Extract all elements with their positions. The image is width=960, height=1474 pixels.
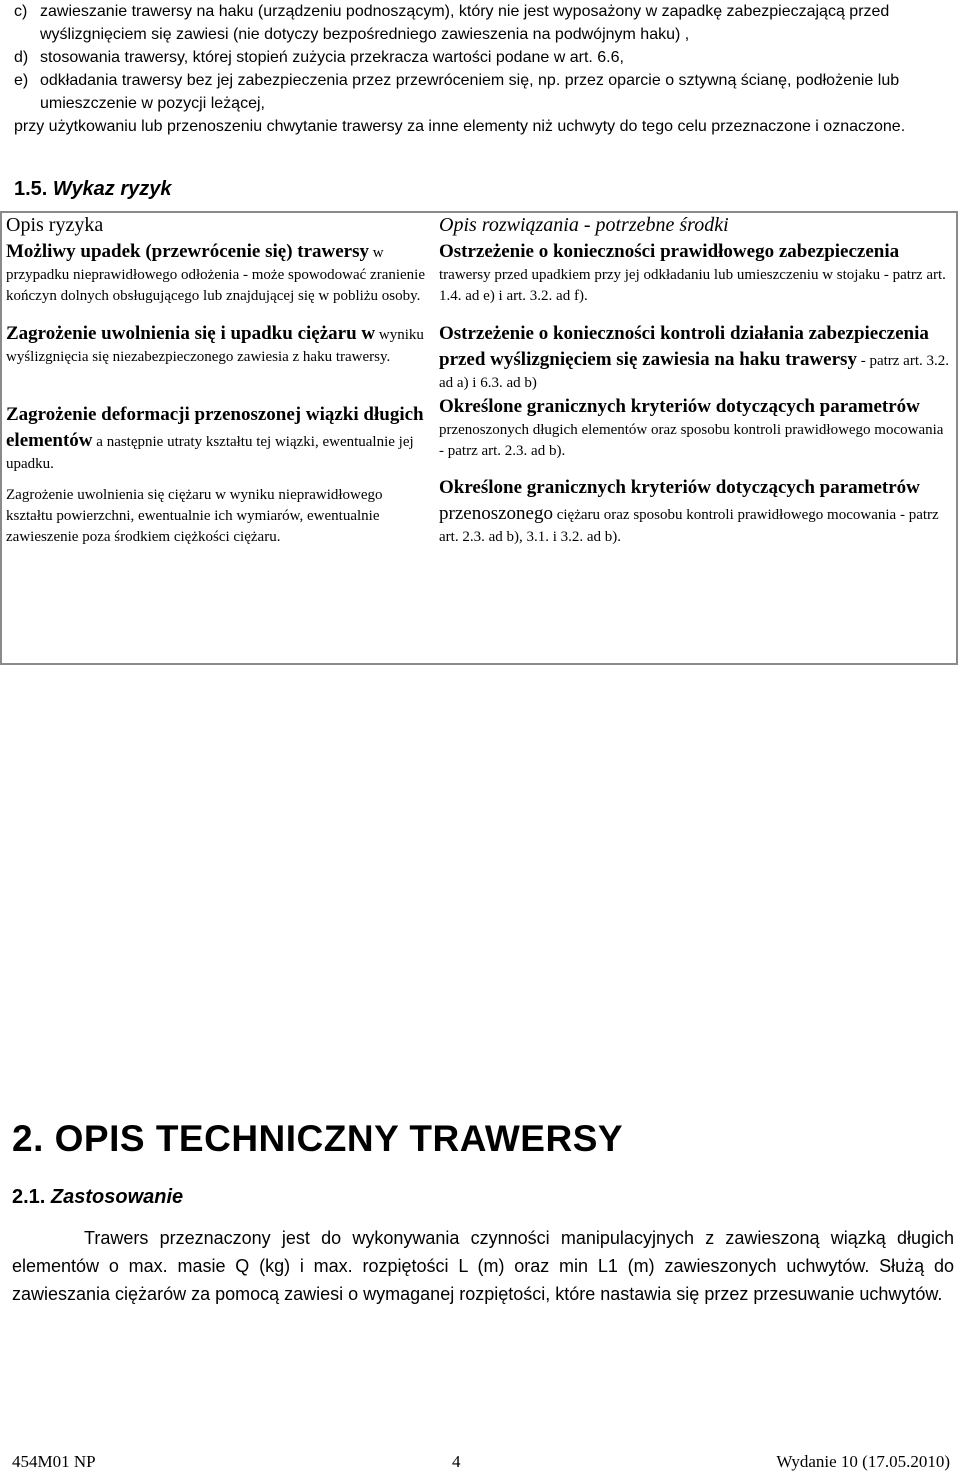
solution-bold: Ostrzeżenie o konieczności prawidłowego zabezpieczenia xyxy=(439,241,900,262)
solution-text: - patrz art. 3.2. ad a) i 6.3. ad b) xyxy=(439,353,949,391)
table-row xyxy=(0,321,958,394)
list-text: przy użytkowaniu lub przenoszeniu chwytanie trawersy za inne elementy niż uchwyty do tego celu przeznaczone i oznaczone. xyxy=(14,118,906,135)
solution-text: przenoszonych długich elementów oraz sposobu kontroli prawidłowego mocowania - patrz art. 2.3. ad b). xyxy=(439,422,944,459)
table-row xyxy=(0,475,958,548)
risk-bold: Możliwy upadek (przewrócenie się) trawersy xyxy=(6,241,370,262)
list-marker: e) xyxy=(14,72,29,89)
risk-text: wyniku wyślizgnięcia się niezabezpieczonego zawiesia z haku trawersy. xyxy=(6,327,424,365)
risk-bold: Zagrożenie uwolnienia się i upadku ciężaru w xyxy=(6,323,376,344)
list-text: stosowania trawersy, której stopień zużycia przekracza wartości podane w art. 6.6, xyxy=(40,49,624,66)
prohibitions-list xyxy=(14,0,954,138)
section-2-1-number: 2.1. xyxy=(12,1186,46,1208)
risk-section-heading xyxy=(14,178,172,201)
risk-cell xyxy=(0,321,433,394)
table-header-row xyxy=(0,211,958,239)
solution-cell xyxy=(433,321,958,394)
header-left: Opis ryzyka xyxy=(6,214,104,236)
risk-section-number: 1.5. xyxy=(14,178,48,200)
risk-text: a następnie utraty kształtu tej wiązki, ewentualnie jej upadku. xyxy=(6,434,414,472)
solution-cell xyxy=(433,394,958,475)
solution-cell xyxy=(433,239,958,321)
list-text: zawieszanie trawersy na haku (urządzeniu podnoszącym), który nie jest wyposażony w zapadkę zabezpieczającą przed wyślizgnięciem się zawiesi (nie dotyczy bezpośredniego zawieszenia na podwójnym haku) , xyxy=(40,3,890,43)
solution-bold: Określone granicznych kryteriów dotyczących parametrów xyxy=(439,396,920,417)
risk-text: w przypadku nieprawidłowego odłożenia - może spowodować zranienie kończyn dolnych obsługującego lub znajdującej się w pobliżu osoby. xyxy=(6,245,426,304)
table-row xyxy=(0,239,958,321)
solution-bold: Określone granicznych kryteriów dotyczących parametrów xyxy=(439,477,920,498)
list-marker: d) xyxy=(14,49,29,66)
risk-section-title: Wykaz ryzyk xyxy=(52,178,172,200)
list-text: odkładania trawersy bez jej zabezpieczenia przez przewróceniem się, np. przez oparcie o sztywną ścianę, podłożenie lub umieszczenie w pozycji leżącej, xyxy=(40,72,900,112)
list-marker xyxy=(0,115,14,138)
risk-text: Zagrożenie uwolnienia się ciężaru w wyniku nieprawidłowego kształtu powierzchni, ewentualnie ich wymiarów, ewentualnie zawieszenie poza środkiem ciężkości ciężaru. xyxy=(6,487,383,545)
risk-cell xyxy=(0,475,433,548)
footer-edition: Wydanie 10 (17.05.2010) xyxy=(776,1452,950,1471)
list-marker: c) xyxy=(14,3,28,20)
section-2-heading: 2. OPIS TECHNICZNY TRAWERSY xyxy=(12,1118,624,1159)
header-right: Opis rozwiązania - potrzebne środki xyxy=(439,214,729,236)
solution-bold: Ostrzeżenie o konieczności kontroli działania zabezpieczenia przed wyślizgnięciem się zawiesia na haku trawersy xyxy=(439,323,929,370)
list-item xyxy=(14,46,954,69)
section-2-1-title: Zastosowanie xyxy=(50,1186,184,1208)
solution-text-large: przenoszonego xyxy=(439,503,553,524)
risk-table xyxy=(0,211,958,548)
table-row xyxy=(0,394,958,475)
list-item xyxy=(14,69,954,115)
risk-cell xyxy=(0,239,433,321)
application-paragraph: Trawers przeznaczony jest do wykonywania czynności manipulacyjnych z zawieszoną wiązką długich elementów o max. masie Q (kg) i max. rozpiętości L (m) oraz min L1 (m) zawieszonych uchwytów. Służą do zawieszania ciężarów za pomocą zawiesi o wymaganej rozpiętości, które nastawia się przez przesuwanie uchwytów. xyxy=(12,1228,954,1304)
footer-doc-id: 454M01 NP xyxy=(12,1452,96,1471)
list-item xyxy=(0,115,954,138)
solution-cell xyxy=(433,475,958,548)
risk-cell xyxy=(0,394,433,475)
solution-text: trawersy przed upadkiem przy jej odkładaniu lub umieszczeniu w stojaku - patrz art. 1.4. ad e) i art. 3.2. ad f). xyxy=(439,267,946,304)
section-2-1-heading xyxy=(12,1186,183,1209)
risk-bold: Zagrożenie deformacji przenoszonej wiązki długich elementów xyxy=(6,404,424,451)
footer-page-number: 4 xyxy=(452,1452,461,1471)
list-item xyxy=(14,0,954,46)
solution-text: ciężaru oraz sposobu kontroli prawidłowego mocowania - patrz art. 2.3. ad b), 3.1. i 3.2. ad b). xyxy=(439,507,939,545)
